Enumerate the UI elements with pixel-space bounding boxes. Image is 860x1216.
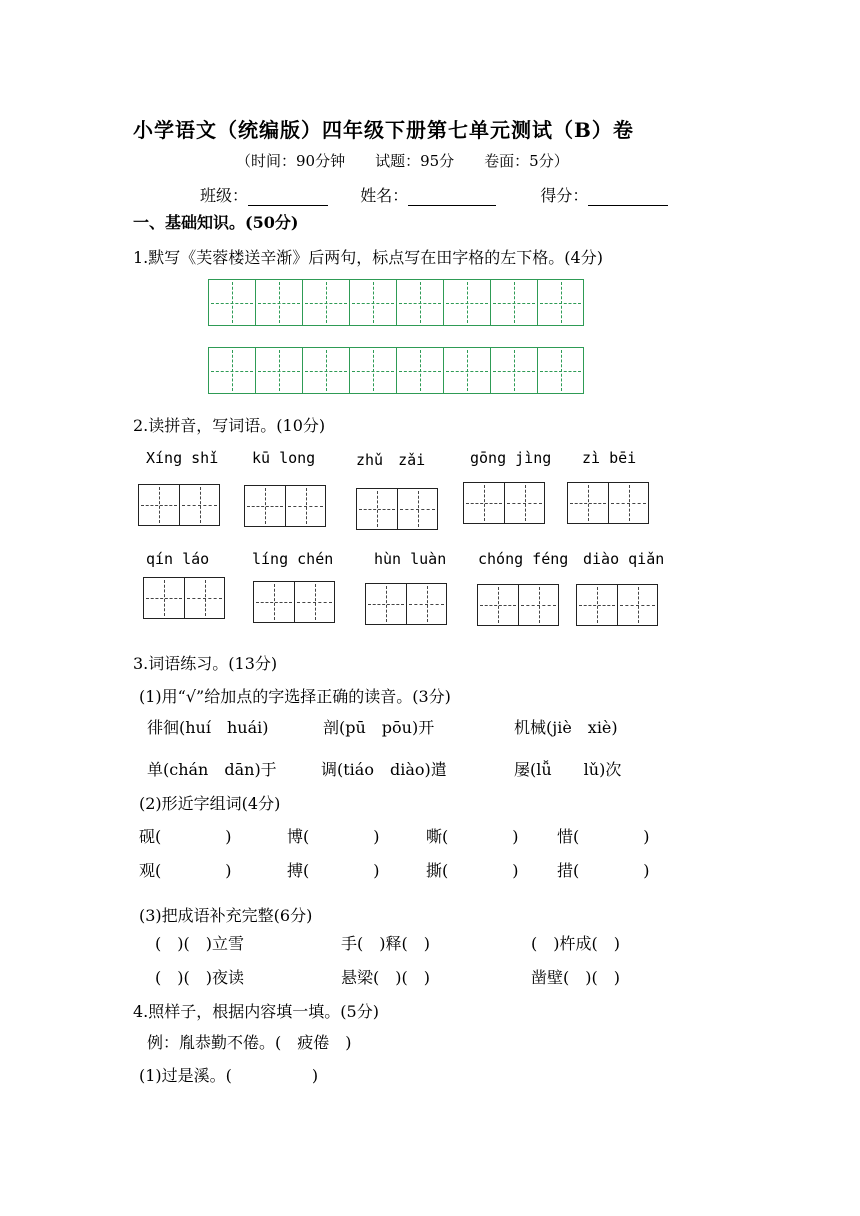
name-blank[interactable] [408,187,496,206]
answer-box[interactable] [567,482,649,524]
question-4: 4.照样子，根据内容填一填。(5分) [133,1002,379,1021]
word-blank[interactable]: 观( ) [139,861,232,880]
answer-box[interactable] [138,484,220,526]
idiom-blank[interactable]: ( )( )立雪 [155,934,244,953]
question-3-part-2: (2)形近字组词(4分) [139,794,281,813]
student-info-row [200,183,668,206]
reading-choice[interactable]: 单(chán dān)于 [147,760,277,779]
idiom-blank[interactable]: ( )杵成( ) [531,934,620,953]
answer-box[interactable] [365,583,447,625]
section-heading: 一、基础知识。(50分) [133,213,299,232]
name-label: 姓名： [360,186,409,205]
answer-box[interactable] [356,488,438,530]
word-blank[interactable]: 搏( ) [287,861,380,880]
word-blank[interactable]: 博( ) [287,827,380,846]
fill-item-1[interactable]: (1)过是溪。( ) [139,1066,319,1085]
score-label: 得分： [540,186,589,205]
answer-box[interactable] [463,482,545,524]
question-3: 3.词语练习。(13分) [133,654,278,673]
word-blank[interactable]: 砚( ) [139,827,232,846]
class-label: 班级： [200,186,249,205]
reading-choice[interactable]: 剖(pū pōu)开 [323,718,435,737]
tianzige-row-2[interactable] [208,347,584,394]
reading-choice[interactable]: 调(tiáo diào)遣 [321,760,447,779]
pinyin-10: diào qiǎn [583,550,665,568]
pinyin-8: hùn luàn [374,550,447,568]
word-blank[interactable]: 措( ) [557,861,650,880]
pinyin-4: gōng jìng [470,449,552,467]
pinyin-9: chóng féng [478,550,569,568]
answer-box[interactable] [253,581,335,623]
question-3-part-1: (1)用“√”给加点的字选择正确的读音。(3分) [139,687,451,706]
pinyin-5: zì bēi [582,449,637,467]
question-1: 1.默写《芙蓉楼送辛渐》后两句，标点写在田字格的左下格。(4分) [133,248,603,267]
pinyin-1: Xíng shǐ [146,449,219,467]
question-2: 2.读拼音，写词语。(10分) [133,416,326,435]
word-blank[interactable]: 嘶( ) [426,827,519,846]
answer-box[interactable] [244,485,326,527]
idiom-blank[interactable]: 凿壁( )( ) [531,968,620,987]
word-blank[interactable]: 惜( ) [557,827,650,846]
idiom-blank[interactable]: ( )( )夜读 [155,968,244,987]
example-line: 例：胤恭勤不倦。( 疲倦 ) [147,1033,352,1052]
exam-info: （时间：90分钟 试题：95分 卷面：5分） [236,152,569,170]
reading-choice[interactable]: 机械(jiè xiè) [514,718,618,737]
idiom-blank[interactable]: 悬梁( )( ) [341,968,430,987]
question-3-part-3: (3)把成语补充完整(6分) [139,906,313,925]
pinyin-3: zhǔ zǎi [356,451,426,469]
answer-box[interactable] [576,584,658,626]
page-title: 小学语文（统编版）四年级下册第七单元测试（B）卷 [133,118,634,142]
reading-choice[interactable]: 徘徊(huí huái) [147,718,269,737]
pinyin-2: kū long [252,449,316,467]
word-blank[interactable]: 撕( ) [426,861,519,880]
class-blank[interactable] [248,187,328,206]
answer-box[interactable] [477,584,559,626]
pinyin-7: líng chén [252,550,334,568]
reading-choice[interactable]: 屡(lǚ lǔ)次 [514,760,622,779]
idiom-blank[interactable]: 手( )释( ) [341,934,430,953]
score-blank[interactable] [588,187,668,206]
answer-box[interactable] [143,577,225,619]
tianzige-row-1[interactable] [208,279,584,326]
pinyin-6: qín láo [146,550,210,568]
